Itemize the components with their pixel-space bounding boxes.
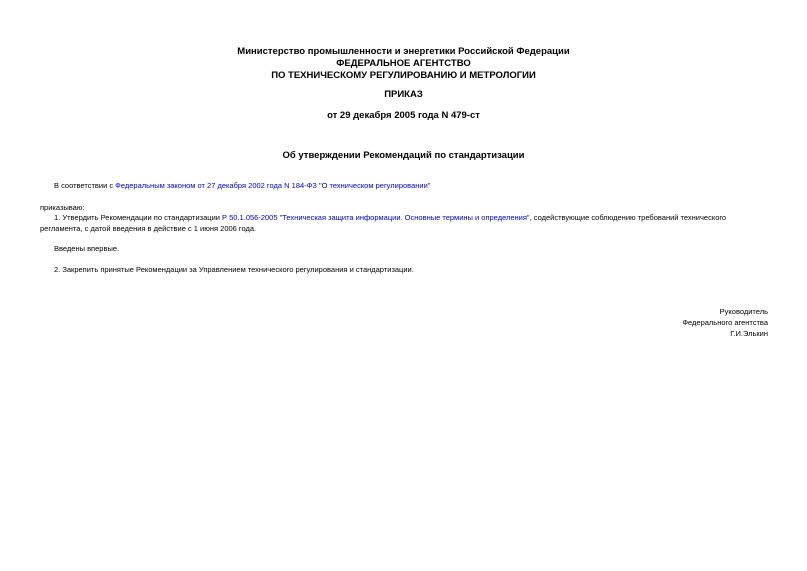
signature-position: Руководитель [719, 307, 768, 316]
signature-agency: Федерального агентства [682, 318, 768, 327]
signature-name: Г.И.Элькин [730, 329, 768, 338]
federal-law-link[interactable]: Федеральным законом от 27 декабря 2002 года N 184-ФЗ "О техническом регулировании" [115, 181, 431, 190]
item-1-prefix: 1. Утвердить Рекомендации по стандартизации [54, 213, 223, 222]
signature-block [682, 306, 768, 339]
document-header [0, 46, 807, 82]
recommendations-link[interactable]: Р 50.1.056-2005 "Техническая защита информации. Основные термины и определения" [222, 213, 530, 222]
agency-name-line1: ФЕДЕРАЛЬНОЕ АГЕНТСТВО [336, 58, 471, 69]
item-1-paragraph [40, 212, 770, 234]
item-2-paragraph: 2. Закрепить принятые Рекомендации за Управлением технического регулирования и стандартизации. [54, 265, 414, 274]
ministry-name: Министерство промышленности и энергетики Российской Федерации [237, 46, 570, 57]
order-date: от 29 декабря 2005 года N 479-ст [327, 110, 480, 121]
order-word: приказываю: [40, 203, 85, 212]
intro-prefix: В соответствии с [54, 181, 116, 190]
introduced-note: Введены впервые. [54, 244, 120, 253]
order-title: ПРИКАЗ [384, 89, 423, 100]
intro-paragraph [54, 180, 430, 191]
agency-name-line2: ПО ТЕХНИЧЕСКОМУ РЕГУЛИРОВАНИЮ И МЕТРОЛОГИИ [271, 70, 536, 81]
document-subject: Об утверждении Рекомендаций по стандартизации [282, 150, 525, 161]
item-1-suffix: , содействующие соблюдению требований технического регламента, с датой введения в действие с 1 июня 2006 года. [40, 213, 727, 233]
